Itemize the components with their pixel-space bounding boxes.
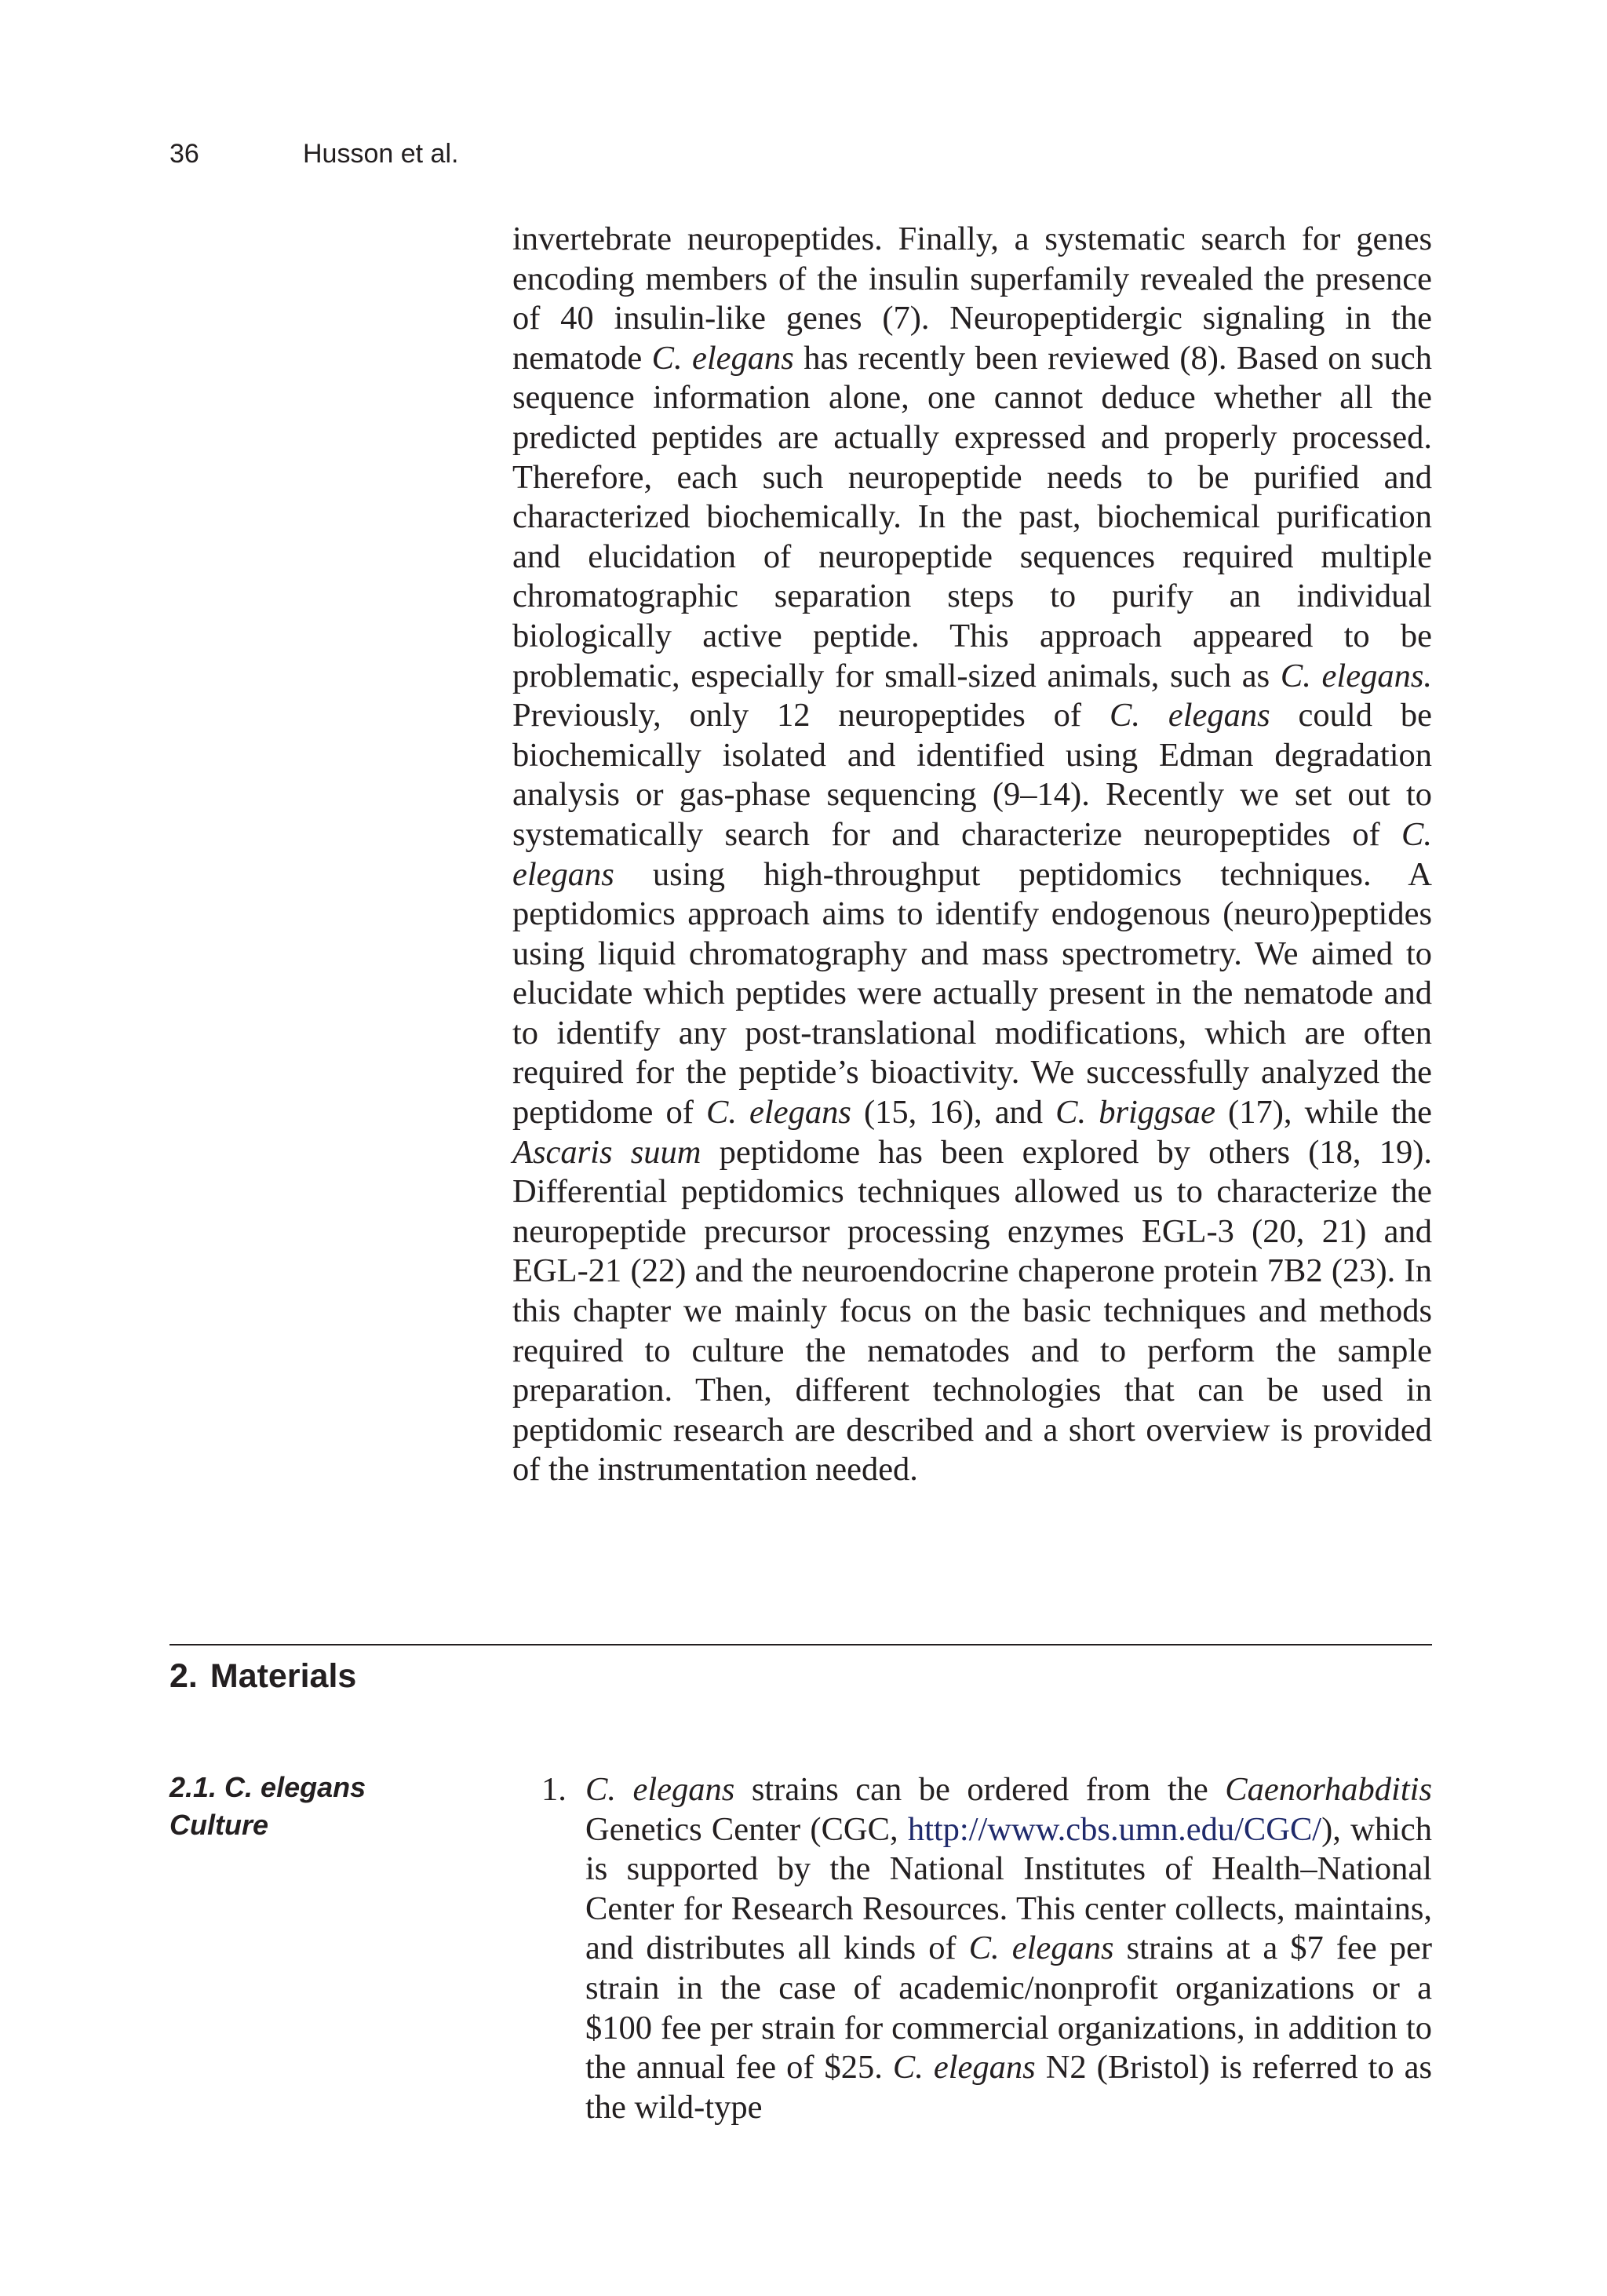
materials-list — [541, 1770, 1432, 2127]
species-name: C. elegans — [512, 815, 1432, 893]
section-divider — [169, 1644, 1432, 1645]
text-run: invertebrate neuropeptides. Finally, a systematic search for genes encoding members of the insulin superfamily revealed the presence of 40 insulin-like genes (7). Neuropeptidergic signaling in the nematode — [512, 220, 1432, 377]
species-name: C. briggsae — [1055, 1094, 1215, 1132]
section-title: Materials — [210, 1657, 357, 1695]
genus-name: Caenorhabditis — [1225, 1771, 1432, 1808]
cgc-link[interactable]: http://www.cbs.umn.edu/CGC/ — [907, 1810, 1322, 1848]
species-name: Ascaris suum — [512, 1133, 701, 1171]
species-name: C. elegans — [968, 1930, 1114, 1967]
intro-paragraph — [512, 220, 1432, 1490]
subsection-heading: 2.1. C. elegans Culture — [169, 1771, 366, 1841]
page-number: 36 — [169, 139, 199, 169]
species-name: C. elegans — [705, 1094, 851, 1132]
species-name: C. elegans. — [1280, 657, 1433, 694]
text-run: (15, 16), and — [851, 1094, 1056, 1132]
list-marker: 1. — [541, 1771, 567, 1808]
text-run: could be biochemically isolated and identified using Edman degradation analysis or gas-phase sequencing (9–14). Recently we set out to systematically search for and characterize neuropeptides of — [512, 697, 1432, 853]
running-head — [169, 138, 458, 169]
text-run: peptidome has been explored by others (18, 19). Differential peptidomics techniques allowed us to characterize the neuropeptide precursor processing enzymes EGL-3 (20, 21) and EGL-21 (22) and the neuroendocrine chaperone protein 7B2 (23). In this chapter we mainly focus on the basic techniques and methods required to culture the nematodes and to perform the sample preparation. Then, different technologies that can be used in peptidomic research are described and a short overview is provided of the instrumentation needed. — [512, 1133, 1433, 1489]
text-run: using high-throughput peptidomics techniques. A peptidomics approach aims to identify endogenous (neuro)peptides using liquid chromatography and mass spectrometry. We aimed to elucidate which peptides were actually present in the nematode and to identify any post-translational modifications, which are often required for the peptide’s bioactivity. We successfully analyzed the peptidome of — [512, 855, 1432, 1132]
section-number: 2. — [169, 1657, 198, 1695]
text-run: (17), while the — [1215, 1094, 1433, 1132]
section-heading — [169, 1656, 356, 1696]
text-run: has recently been reviewed (8). Based on such sequence information alone, one cannot deduce whether all the predicted peptides are actually expressed and properly processed. Therefore, each such neuropeptide needs to be purified and characterized biochemically. In the past, biochemical purification and elucidation of neuropeptide sequences required multiple chromatographic separation steps to purify an individual biologically active peptide. This approach appeared to be problematic, especially for small-sized animals, such as — [512, 339, 1432, 694]
list-item — [541, 1770, 1432, 2127]
species-name: C. elegans — [585, 1771, 735, 1808]
species-name: C. elegans — [892, 2049, 1036, 2086]
text-run: strains at a $7 fee per strain in the case of academic/nonprofit organizations or a $100 fee per strain for commercial organizations, in addition to the annual fee of $25. — [585, 1930, 1433, 2086]
species-name: C. elegans — [1109, 697, 1270, 734]
text-run: N2 (Bristol) is referred to as the wild-type — [585, 2049, 1432, 2126]
text-run: ), which is supported by the National Institutes of Health–National Center for Research Resources. This center collects, maintains, and distributes all kinds of — [585, 1810, 1432, 1967]
text-run: strains can be ordered from the — [734, 1771, 1226, 1808]
species-name: C. elegans — [651, 339, 794, 377]
text-run: Previously, only 12 neuropeptides of — [512, 697, 1110, 734]
running-head-authors: Husson et al. — [303, 139, 459, 169]
text-run: Genetics Center (CGC, — [585, 1810, 908, 1848]
